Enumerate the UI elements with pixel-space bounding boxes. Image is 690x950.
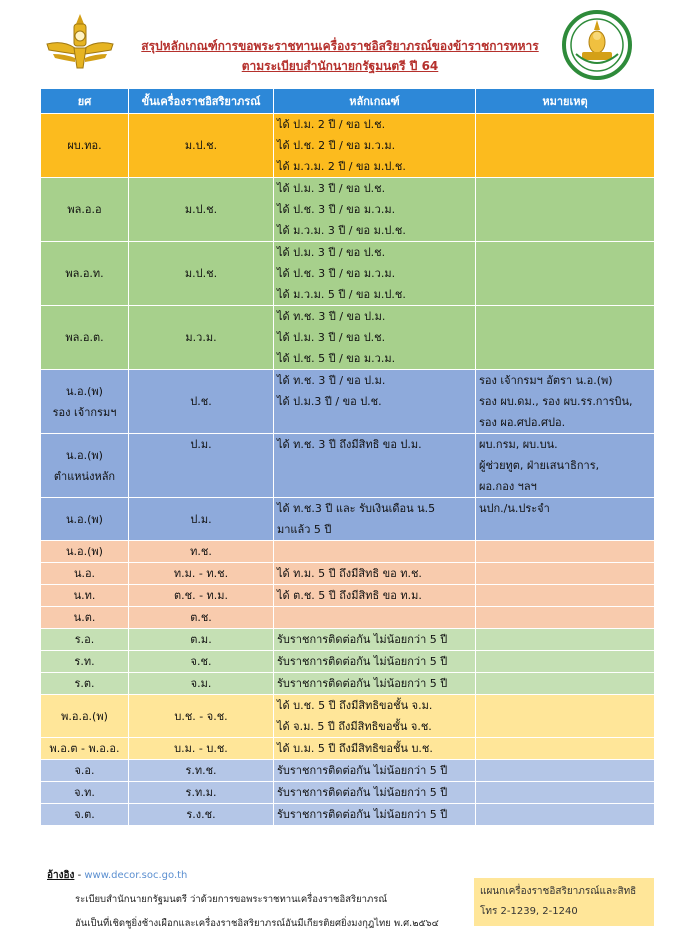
rank-cell	[41, 434, 129, 498]
note-cell	[476, 607, 655, 629]
level-cell	[129, 629, 274, 651]
criteria-cell-line: ได้ จ.ม. 5 ปี ถึงมีสิทธิขอชั้น จ.ช.	[277, 720, 432, 733]
note-cell-line: รอง เจ้ากรมฯ อัตรา น.อ.(พ)	[479, 374, 613, 387]
level-cell	[129, 178, 274, 242]
contact-line-1: แผนกเครื่องราชอิสริยาภรณ์และสิทธิ	[480, 886, 637, 897]
rank-cell	[41, 629, 129, 651]
level-cell	[129, 541, 274, 563]
reference-label: อ้างอิง	[47, 870, 75, 881]
note-cell	[476, 563, 655, 585]
note-cell	[476, 306, 655, 370]
criteria-cell	[274, 695, 476, 738]
criteria-cell	[274, 306, 476, 370]
criteria-cell-line: ได้ ป.ม.3 ปี / ขอ ป.ช.	[277, 395, 382, 408]
criteria-cell-line: ได้ ท.ช. 3 ปี / ขอ ป.ม.	[277, 374, 386, 387]
rank-cell	[41, 498, 129, 541]
level-cell	[129, 804, 274, 826]
note-cell	[476, 434, 655, 498]
table-row	[41, 178, 655, 242]
criteria-cell-line: ได้ ต.ช. 5 ปี ถึงมีสิทธิ ขอ ท.ม.	[277, 589, 422, 602]
rank-cell	[41, 695, 129, 738]
level-cell-line: ป.ม.	[190, 438, 212, 451]
note-cell	[476, 782, 655, 804]
table-row	[41, 306, 655, 370]
criteria-cell-line: ได้ ป.ม. 3 ปี / ขอ ป.ช.	[277, 182, 386, 195]
note-cell	[476, 629, 655, 651]
level-cell-line: ม.ป.ช.	[184, 203, 218, 216]
reference-link[interactable]: www.decor.soc.go.th	[84, 870, 188, 881]
criteria-cell-line: ได้ ป.ม. 3 ปี / ขอ ป.ช.	[277, 246, 386, 259]
page-title	[120, 36, 560, 76]
note-cell	[476, 760, 655, 782]
contact-box	[474, 878, 654, 926]
rank-cell	[41, 178, 129, 242]
criteria-cell	[274, 804, 476, 826]
criteria-cell	[274, 242, 476, 306]
table-row	[41, 563, 655, 585]
criteria-cell	[274, 370, 476, 434]
criteria-cell	[274, 114, 476, 178]
criteria-cell-line: รับราชการติดต่อกัน ไม่น้อยกว่า 5 ปี	[277, 808, 448, 821]
rank-cell-line: จ.ท.	[74, 786, 95, 799]
rank-cell	[41, 760, 129, 782]
level-cell-line: ต.ช.	[190, 611, 212, 624]
rank-cell-line: น.ต.	[73, 611, 96, 624]
rank-cell-line: น.อ.(พ)	[66, 512, 103, 526]
table-row	[41, 541, 655, 563]
criteria-cell	[274, 541, 476, 563]
rank-cell	[41, 541, 129, 563]
rank-cell-line: น.อ.	[73, 567, 96, 580]
level-cell-line: จ.ม.	[190, 677, 212, 690]
table-row	[41, 804, 655, 826]
table-row	[41, 498, 655, 541]
rank-cell	[41, 242, 129, 306]
rank-cell	[41, 370, 129, 434]
table-row	[41, 434, 655, 498]
level-cell-line: ม.ป.ช.	[184, 267, 218, 280]
level-cell	[129, 738, 274, 760]
level-cell-line: ป.ช.	[190, 395, 212, 408]
note-cell	[476, 804, 655, 826]
table-row	[41, 242, 655, 306]
criteria-cell	[274, 498, 476, 541]
rank-cell-line: รอง เจ้ากรมฯ	[52, 405, 117, 419]
note-cell-line: ผอ.กอง ฯลฯ	[479, 480, 537, 493]
criteria-cell-line: ได้ ป.ช. 3 ปี / ขอ ม.ว.ม.	[277, 267, 396, 280]
rank-cell	[41, 673, 129, 695]
header-level: ขั้นเครื่องราชอิสริยาภรณ์	[129, 89, 274, 114]
level-cell	[129, 760, 274, 782]
level-cell-line: บ.ช. - จ.ช.	[174, 709, 228, 723]
note-cell	[476, 738, 655, 760]
level-cell-line: ร.ท.ช.	[185, 764, 217, 777]
header-note: หมายเหตุ	[476, 89, 655, 114]
criteria-cell-line: รับราชการติดต่อกัน ไม่น้อยกว่า 5 ปี	[277, 633, 448, 646]
rank-cell-line: พ.อ.อ.(พ)	[61, 709, 108, 723]
contact-line-2: โทร 2-1239, 2-1240	[480, 906, 578, 917]
rank-cell	[41, 306, 129, 370]
note-cell	[476, 651, 655, 673]
rank-cell-line: น.อ.(พ)	[66, 384, 103, 398]
criteria-cell	[274, 585, 476, 607]
level-cell-line: ท.ม. - ท.ช.	[173, 567, 229, 580]
table-row	[41, 607, 655, 629]
level-cell	[129, 585, 274, 607]
header-rank: ยศ	[41, 89, 129, 114]
rank-cell-line: ตำแหน่งหลัก	[53, 469, 116, 483]
criteria-cell-line: ได้ ม.ว.ม. 5 ปี / ขอ ม.ป.ช.	[277, 288, 406, 301]
table-row	[41, 585, 655, 607]
level-cell	[129, 306, 274, 370]
note-cell	[476, 498, 655, 541]
decoration-office-seal-icon	[562, 10, 632, 80]
level-cell-line: บ.ม. - บ.ช.	[174, 742, 228, 755]
table-row	[41, 651, 655, 673]
level-cell-line: ต.ม.	[190, 633, 212, 646]
criteria-cell-line: ได้ บ.ช. 5 ปี ถึงมีสิทธิขอชั้น จ.ม.	[277, 699, 433, 712]
note-cell	[476, 673, 655, 695]
level-cell	[129, 651, 274, 673]
rank-cell-line: จ.ต.	[74, 808, 95, 821]
criteria-cell-line: ได้ ป.ช. 5 ปี / ขอ ม.ว.ม.	[277, 352, 396, 365]
air-force-emblem-icon	[45, 10, 115, 76]
level-cell-line: ป.ม.	[190, 512, 212, 526]
rank-cell	[41, 651, 129, 673]
rank-cell-line: น.อ.(พ)	[66, 545, 103, 558]
title-line-2: ตามระเบียบสำนักนายกรัฐมนตรี ปี 64	[241, 59, 439, 73]
level-cell-line: ร.ท.ม.	[185, 786, 217, 799]
table-row	[41, 673, 655, 695]
criteria-cell-line: ได้ ท.ช. 3 ปี ถึงมีสิทธิ ขอ ป.ม.	[277, 438, 422, 451]
note-cell-line: ผบ.กรม, ผบ.บน.	[479, 438, 558, 451]
header-criteria: หลักเกณฑ์	[274, 89, 476, 114]
criteria-cell	[274, 563, 476, 585]
rank-cell	[41, 782, 129, 804]
criteria-cell-line: รับราชการติดต่อกัน ไม่น้อยกว่า 5 ปี	[277, 764, 448, 777]
level-cell	[129, 242, 274, 306]
note-cell	[476, 541, 655, 563]
note-cell	[476, 585, 655, 607]
reference-line-1: ระเบียบสำนักนายกรัฐมนตรี ว่าด้วยการขอพระราชทานเครื่องราชอิสริยาภรณ์	[75, 894, 388, 905]
level-cell	[129, 673, 274, 695]
rank-cell	[41, 114, 129, 178]
criteria-cell-line: มาแล้ว 5 ปี	[277, 523, 332, 536]
criteria-cell-line: รับราชการติดต่อกัน ไม่น้อยกว่า 5 ปี	[277, 655, 448, 668]
rank-cell-line: ผบ.ทอ.	[67, 139, 102, 152]
table-row	[41, 114, 655, 178]
criteria-cell	[274, 434, 476, 498]
criteria-cell	[274, 607, 476, 629]
level-cell-line: ม.ว.ม.	[185, 331, 217, 344]
reference	[47, 868, 187, 883]
criteria-cell-line: ได้ ป.ช. 3 ปี / ขอ ม.ว.ม.	[277, 203, 396, 216]
table-row	[41, 370, 655, 434]
note-cell-line: รอง ผบ.ดม., รอง ผบ.รร.การบิน,	[479, 395, 633, 408]
note-cell-line: นปก./น.ประจำ	[479, 502, 550, 515]
level-cell	[129, 114, 274, 178]
rank-cell	[41, 607, 129, 629]
level-cell-line: ท.ช.	[190, 545, 212, 558]
criteria-cell-line: ได้ ป.ม. 2 ปี / ขอ ป.ช.	[277, 118, 386, 131]
reference-text	[75, 888, 439, 936]
rank-cell-line: พล.อ.อ	[67, 203, 102, 216]
criteria-cell-line: ได้ ท.ช.3 ปี และ รับเงินเดือน น.5	[277, 502, 436, 515]
criteria-cell	[274, 760, 476, 782]
level-cell	[129, 695, 274, 738]
reference-line-2: อันเป็นที่เชิดชูยิ่งช้างเผือกและเครื่องราชอิสริยาภรณ์อันมีเกียรติยศยิ่งมงกุฎไทย พ.ศ.๒๕๖๔	[75, 918, 439, 929]
note-cell-line: รอง ผอ.ศปอ.ศปอ.	[479, 416, 566, 429]
criteria-cell	[274, 673, 476, 695]
level-cell	[129, 782, 274, 804]
criteria-cell-line: รับราชการติดต่อกัน ไม่น้อยกว่า 5 ปี	[277, 677, 448, 690]
level-cell-line: ม.ป.ช.	[184, 139, 218, 152]
rank-cell-line: น.ท.	[73, 589, 96, 602]
criteria-cell-line: ได้ ม.ว.ม. 3 ปี / ขอ ม.ป.ช.	[277, 224, 406, 237]
rank-cell	[41, 804, 129, 826]
level-cell-line: ต.ช. - ท.ม.	[173, 589, 229, 602]
rank-cell-line: พล.อ.ต.	[65, 331, 104, 344]
rank-cell	[41, 585, 129, 607]
criteria-cell	[274, 782, 476, 804]
level-cell	[129, 607, 274, 629]
criteria-cell-line: ได้ ป.ช. 2 ปี / ขอ ม.ว.ม.	[277, 139, 396, 152]
table-header-row	[41, 89, 655, 114]
rank-cell-line: ร.ต.	[74, 677, 95, 690]
level-cell	[129, 370, 274, 434]
criteria-cell-line: ได้ ป.ม. 3 ปี / ขอ ป.ช.	[277, 331, 386, 344]
reference-separator: -	[74, 870, 85, 881]
title-line-1: สรุปหลักเกณฑ์การขอพระราชทานเครื่องราชอิสริยาภรณ์ของข้าราชการทหาร	[141, 39, 539, 53]
criteria-cell-line: ได้ ท.ช. 3 ปี / ขอ ป.ม.	[277, 310, 386, 323]
note-cell-line: ผู้ช่วยทูต, ฝ่ายเสนาธิการ,	[479, 459, 600, 472]
table-row	[41, 738, 655, 760]
rank-cell-line: ร.ท.	[74, 655, 95, 668]
level-cell	[129, 434, 274, 498]
rank-cell	[41, 563, 129, 585]
note-cell	[476, 695, 655, 738]
note-cell	[476, 242, 655, 306]
criteria-cell-line: ได้ ม.ว.ม. 2 ปี / ขอ ม.ป.ช.	[277, 160, 406, 173]
criteria-table	[40, 88, 655, 826]
criteria-cell-line: รับราชการติดต่อกัน ไม่น้อยกว่า 5 ปี	[277, 786, 448, 799]
note-cell	[476, 178, 655, 242]
rank-cell	[41, 738, 129, 760]
rank-cell-line: พ.อ.ต - พ.อ.อ.	[49, 742, 120, 755]
criteria-cell	[274, 651, 476, 673]
level-cell-line: จ.ช.	[190, 655, 212, 668]
criteria-cell-line: ได้ ท.ม. 5 ปี ถึงมีสิทธิ ขอ ท.ช.	[277, 567, 422, 580]
note-cell	[476, 370, 655, 434]
rank-cell-line: น.อ.(พ)	[66, 448, 103, 462]
criteria-cell	[274, 738, 476, 760]
table-row	[41, 695, 655, 738]
table-row	[41, 760, 655, 782]
level-cell	[129, 563, 274, 585]
criteria-cell	[274, 178, 476, 242]
criteria-cell-line: ได้ บ.ม. 5 ปี ถึงมีสิทธิขอชั้น บ.ช.	[277, 742, 433, 755]
rank-cell-line: จ.อ.	[74, 764, 95, 777]
rank-cell-line: พล.อ.ท.	[65, 267, 104, 280]
criteria-cell	[274, 629, 476, 651]
note-cell	[476, 114, 655, 178]
table-row	[41, 629, 655, 651]
level-cell-line: ร.ง.ช.	[186, 808, 216, 821]
table-row	[41, 782, 655, 804]
level-cell	[129, 498, 274, 541]
rank-cell-line: ร.อ.	[74, 633, 95, 646]
